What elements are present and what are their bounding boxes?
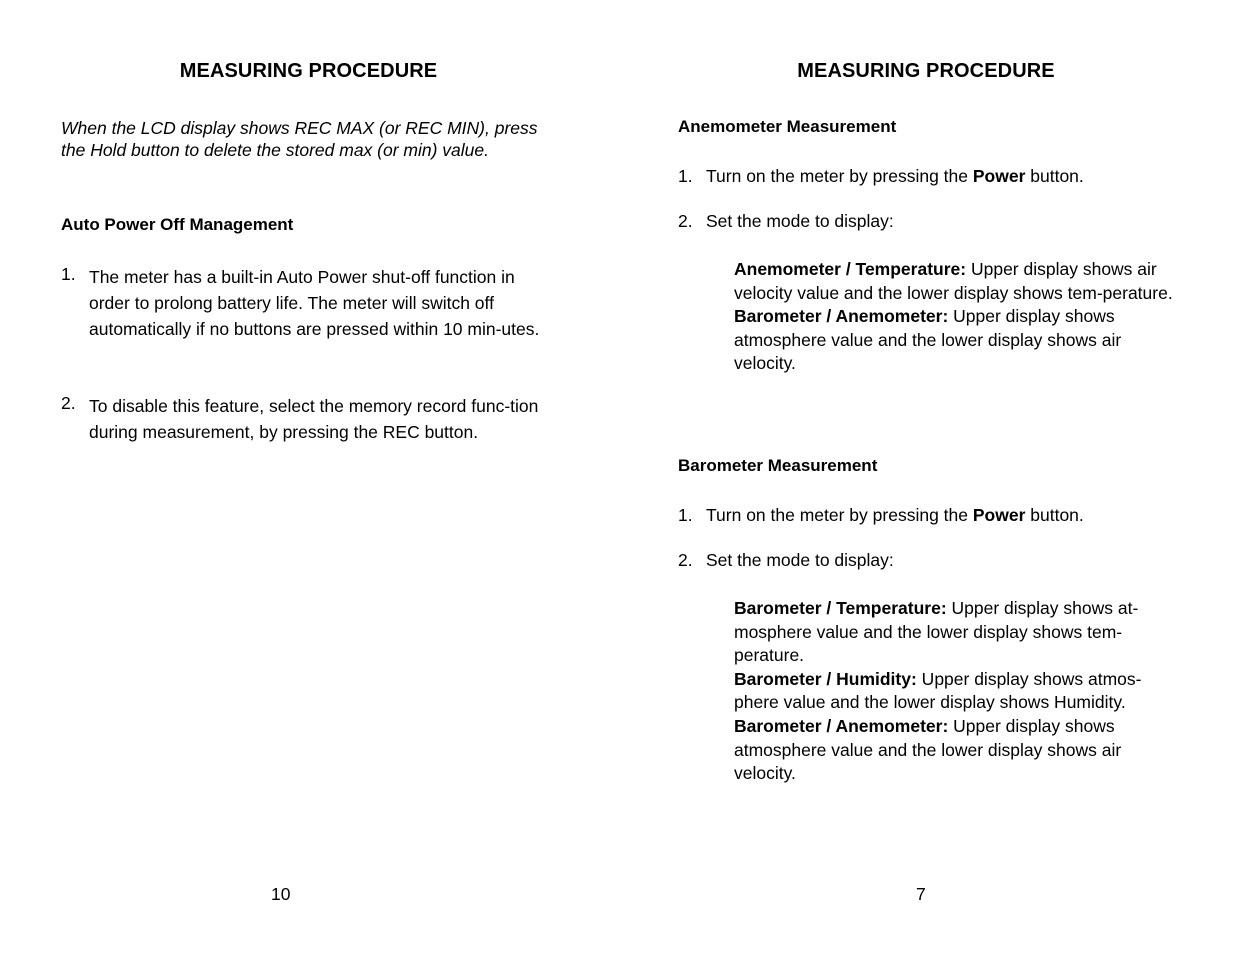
mode-label: Barometer / Anemometer:: [734, 306, 949, 327]
left-page-number: 10: [271, 884, 291, 904]
mode-text: Upper display shows air velocity value and the lower display shows tem-perature.: [734, 259, 1173, 303]
list-item-text: The meter has a built-in Auto Power shut-off function in order to prolong battery life. The meter will switch off automatically if no buttons are pressed within 10 min-utes.: [89, 267, 540, 339]
barometer-heading: Barometer Measurement: [678, 456, 878, 475]
mode-label: Barometer / Humidity:: [734, 668, 917, 689]
list-item-number: 2.: [61, 393, 76, 413]
power-button-label: Power: [972, 505, 1026, 525]
list-item-number: 1.: [678, 505, 693, 525]
right-page-number: 7: [916, 884, 926, 904]
mode-text: Upper display shows atmos-phere value and the lower display shows Humidity.: [734, 668, 1142, 713]
step-text: Turn on the meter by pressing the: [706, 166, 973, 186]
mode-label: Anemometer / Temperature:: [734, 259, 967, 279]
list-item-number: 1.: [678, 166, 693, 186]
left-page-title: MEASURING PROCEDURE: [179, 60, 438, 82]
left-page: [0, 0, 617, 954]
mode-text: Upper display shows atmosphere value and the lower display shows air velocity.: [734, 715, 1122, 784]
mode-description: [734, 668, 1174, 715]
list-item-number: 2.: [678, 211, 693, 231]
power-button-label: Power: [972, 166, 1026, 186]
left-page-intro: When the LCD display shows REC MAX (or REC MIN), press the Hold button to delete the stored max (or min) value.: [61, 118, 538, 160]
anemometer-heading: Anemometer Measurement: [678, 117, 897, 136]
list-item-text: To disable this feature, select the memory record func-tion during measurement, by pressing the REC button.: [89, 396, 539, 442]
mode-label: Barometer / Anemometer:: [734, 715, 949, 736]
anemometer-modes: [734, 258, 1174, 376]
list-item-number: 2.: [678, 550, 693, 570]
mode-description: [734, 258, 1174, 305]
mode-description: [734, 597, 1174, 668]
barometer-modes: [734, 597, 1174, 786]
list-item-text: [706, 505, 1084, 526]
right-page-title: MEASURING PROCEDURE: [797, 60, 1055, 82]
list-item-text: Set the mode to display:: [706, 550, 894, 570]
mode-text: Upper display shows at-mosphere value and the lower display shows tem-perature.: [734, 598, 1139, 666]
list-item-text: [706, 166, 1084, 187]
list-item-number: 1.: [61, 264, 76, 284]
step-text: button.: [1025, 505, 1084, 525]
mode-text: Upper display shows atmosphere value and the lower display shows air velocity.: [734, 306, 1122, 374]
mode-label: Barometer / Temperature:: [734, 598, 947, 618]
auto-power-off-heading: Auto Power Off Management: [61, 215, 294, 234]
mode-description: [734, 715, 1174, 786]
mode-description: [734, 305, 1174, 376]
step-text: Turn on the meter by pressing the: [706, 505, 973, 525]
right-page: [617, 0, 1235, 954]
step-text: button.: [1025, 166, 1084, 186]
list-item-text: Set the mode to display:: [706, 211, 894, 231]
